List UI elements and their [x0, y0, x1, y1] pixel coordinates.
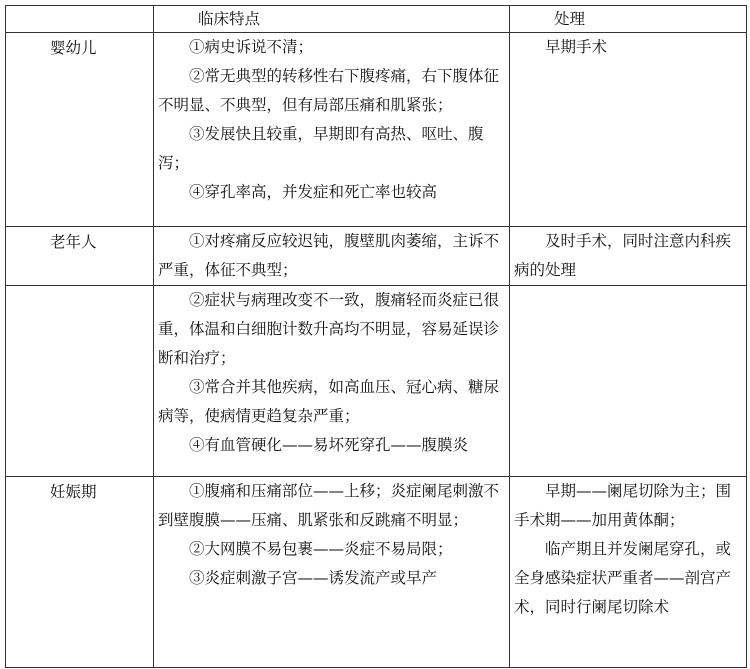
feature-item: ③炎症刺激子宫——诱发流产或早产	[189, 569, 438, 587]
table-header-row	[6, 6, 747, 33]
feature-item: ②大网膜不易包裹——炎症不易局限；	[189, 540, 453, 558]
feature-item: ①对疼痛反应较迟钝，腹壁肌肉萎缩，主诉不严重，体征不典型；	[158, 232, 500, 279]
table-row	[6, 286, 747, 477]
treatment-item: 及时手术，同时注意内科疾病的处理	[514, 232, 732, 279]
feature-item: ④穿孔率高，并发症和死亡率也较高	[189, 183, 438, 201]
treatment-item: 早期——阑尾切除为主；围手术期——加用黄体酮；	[514, 482, 732, 529]
feature-item: ③发展快且较重，早期即有高热、呕吐、腹泻；	[158, 125, 484, 172]
features-cell	[154, 33, 510, 227]
treatment-cell	[510, 227, 747, 286]
treatment-item: 早期手术	[545, 38, 608, 56]
category-cell: 老年人	[6, 227, 154, 286]
features-cell	[154, 477, 510, 668]
feature-item: ②症状与病理改变不一致，腹痛轻而炎症已很重，体温和白细胞计数升高均不明显，容易延误诊断和治疗；	[158, 291, 500, 367]
feature-item: ③常合并其他疾病，如高血压、冠心病、糖尿病等，使病情更趋复杂严重；	[158, 378, 500, 425]
category-cell	[6, 286, 154, 477]
feature-item: ②常无典型的转移性右下腹疼痛，右下腹体征不明显、不典型，但有局部压痛和肌紧张；	[158, 67, 500, 114]
category-cell: 婴幼儿	[6, 33, 154, 227]
header-treatment: 处理	[510, 6, 747, 33]
feature-item: ①病史诉说不清；	[189, 38, 314, 56]
category-cell: 妊娠期	[6, 477, 154, 668]
feature-item: ①腹痛和压痛部位——上移；炎症阑尾刺激不到壁腹膜——压痛、肌紧张和反跳痛不明显；	[158, 482, 500, 529]
header-category	[6, 6, 154, 33]
feature-item: ④有血管硬化——易坏死穿孔——腹膜炎	[189, 436, 469, 454]
clinical-table	[5, 5, 747, 668]
treatment-cell	[510, 477, 747, 668]
table-row	[6, 33, 747, 227]
features-cell	[154, 227, 510, 286]
header-features: 临床特点	[154, 6, 510, 33]
table-row	[6, 477, 747, 668]
table-row	[6, 227, 747, 286]
treatment-item: 临产期且并发阑尾穿孔，或全身感染症状严重者——剖宫产术，同时行阑尾切除术	[514, 540, 732, 616]
treatment-cell	[510, 286, 747, 477]
features-cell	[154, 286, 510, 477]
treatment-cell	[510, 33, 747, 227]
